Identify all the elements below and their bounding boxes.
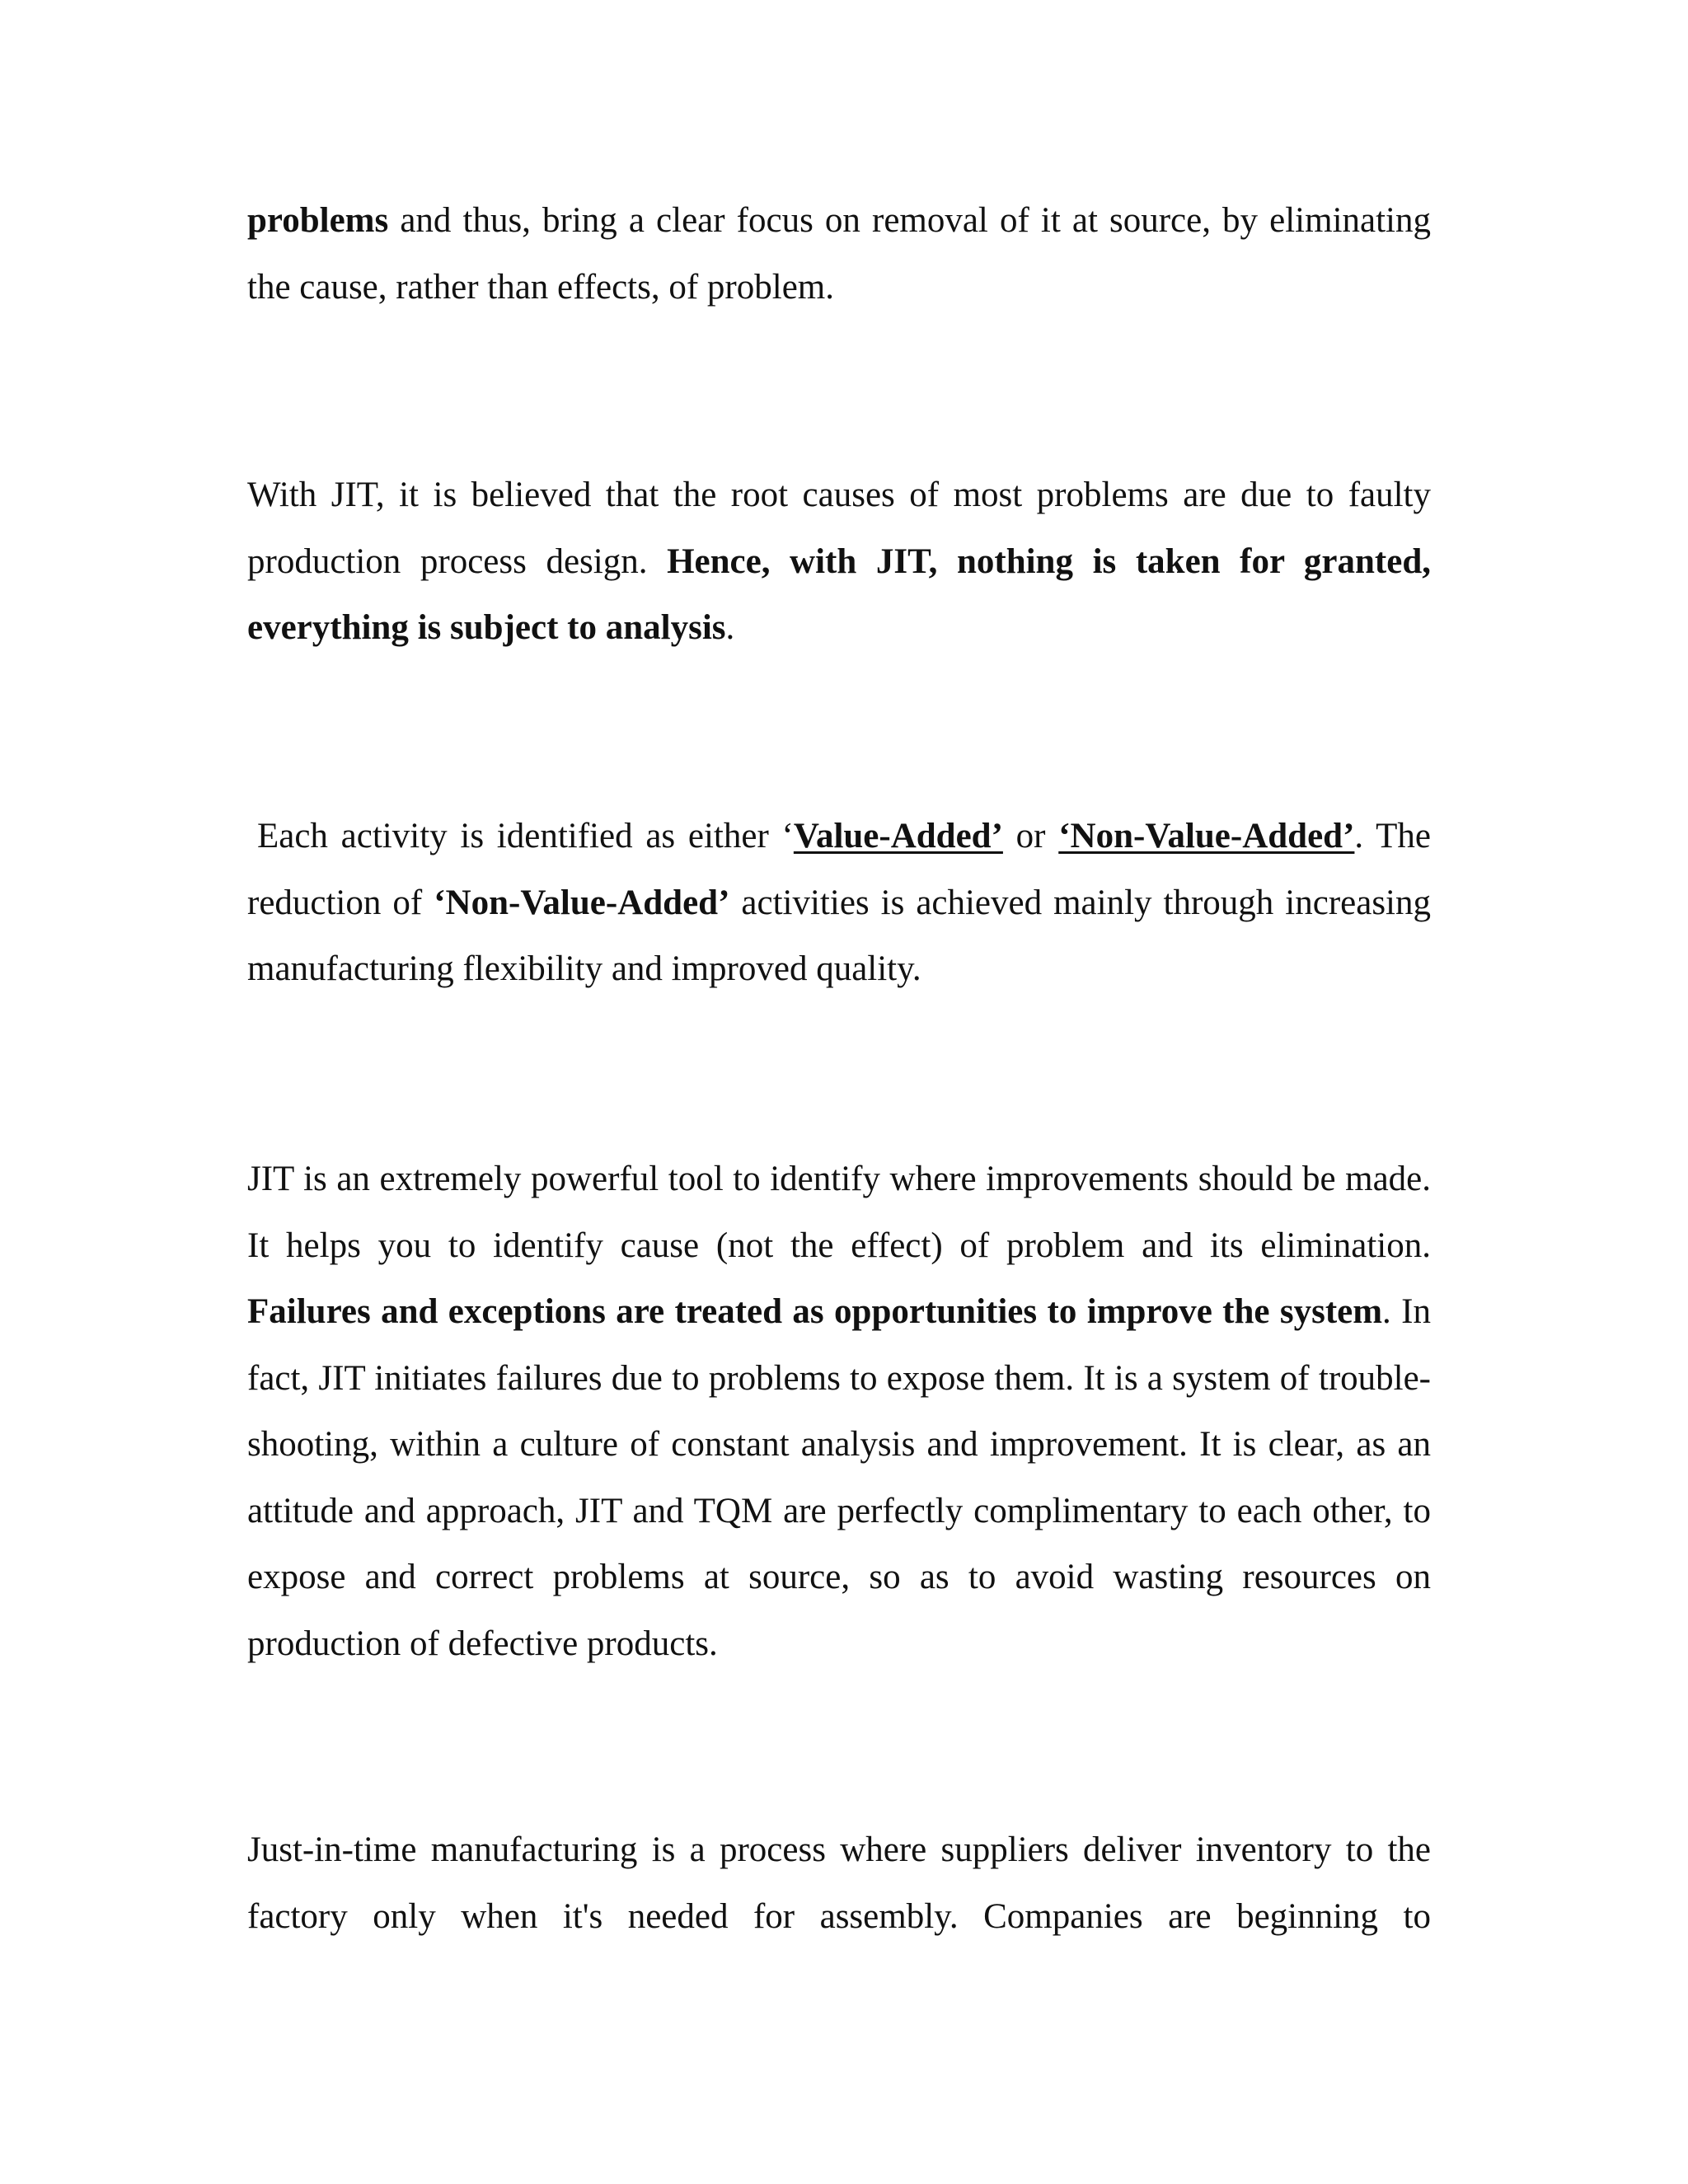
body-text: ‘ [781,817,794,855]
paragraph-root-causes [247,462,1431,662]
body-text: Each activity is identified as either [257,817,782,855]
underlined-bold-text: Value-Added’ [793,817,1003,855]
underlined-bold-text: ‘Non-Value-Added’ [1058,817,1355,855]
paragraph-value-added [247,804,1431,1003]
bold-text: problems [247,201,389,240]
body-text: With JIT, it is believed that the root causes of most problems are due to faulty production process design. [247,476,1431,581]
body-text: JIT is an extremely powerful tool to identify where improvements should be made. It helps you to identify cause (not the effect) of problem and its elimination. [247,1160,1431,1265]
paragraph-jit-tool [247,1146,1431,1677]
body-text: and thus, bring a clear focus on removal of it at source, by eliminating the cause, rather than effects, of problem. [247,201,1431,307]
body-text: . In fact, JIT initiates failures due to problems to expose them. It is a system of trouble-shooting, within a culture of constant analysis and improvement. It is clear, as an attitude and approach, JIT and TQM are perfectly complimentary to each other, to expose and correct problems at source, so as to avoid wasting resources on production of defective products. [247,1292,1431,1663]
bold-text: ‘Non-Value-Added’ [434,883,730,922]
body-text: . [725,608,735,647]
paragraph-problems-focus [247,188,1431,321]
body-text: activities is achieved mainly through increasing manufacturing flexibility and improved quality. [247,883,1432,988]
bold-text: Hence, with JIT, nothing is taken for granted, everything is subject to analysis [247,541,1431,647]
paragraph-jit-definition [247,1817,1431,1950]
bold-text: Failures and exceptions are treated as opportunities to improve the system [247,1292,1383,1331]
body-text: Just-in-time manufacturing is a process where suppliers deliver inventory to the factory only when it's needed for assembly. Companies are beginning to [247,1830,1431,1936]
body-text: or [1002,817,1059,855]
body-text: . The reduction of [247,817,1431,922]
